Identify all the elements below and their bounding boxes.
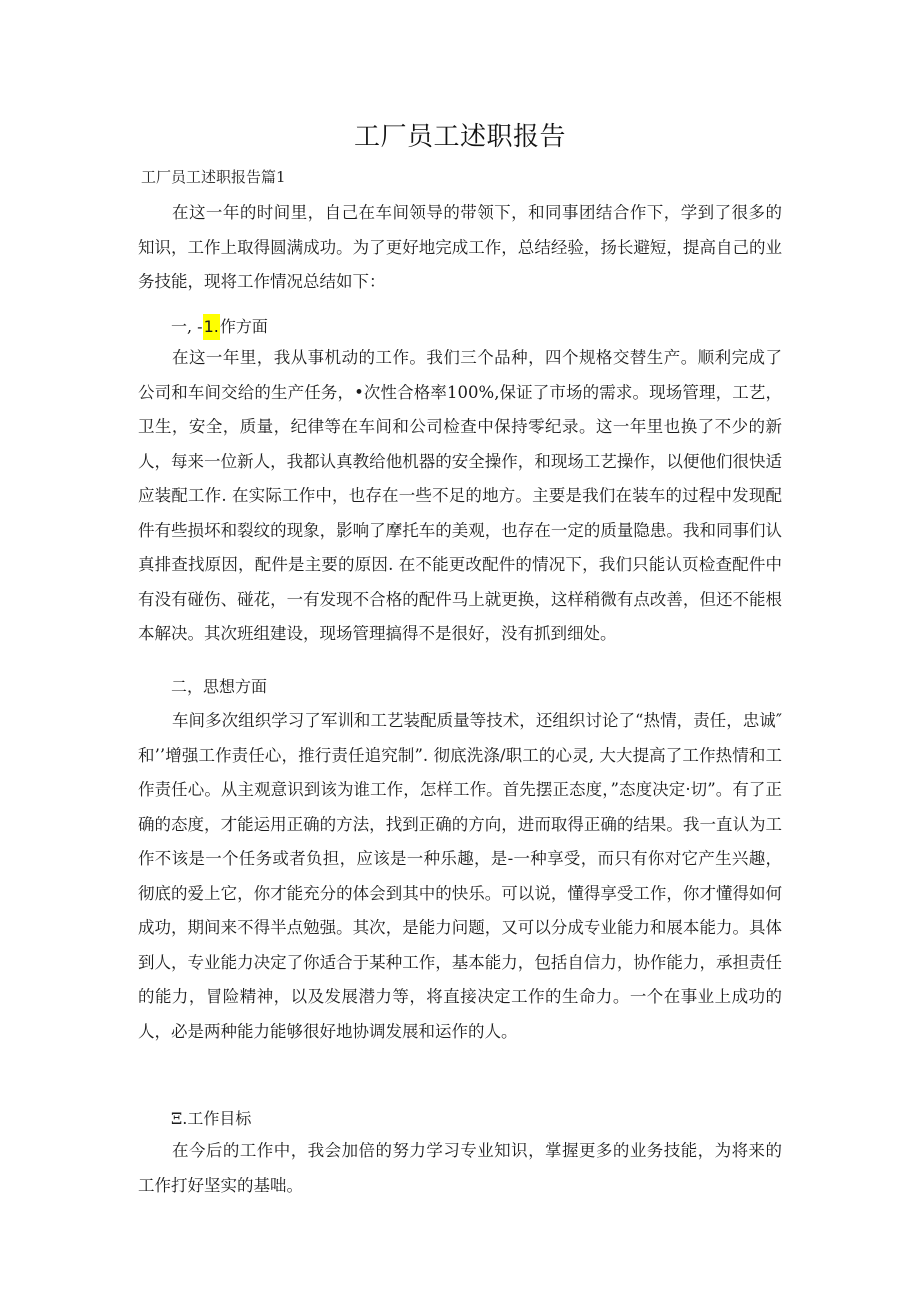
- thought-paragraph: 车间多次组织学习了军训和工艺装配质量等技术，还组织讨论了“热情，责任，忠诚″和’’增强工作责任心，推行责任追究制”. 彻底洗涤/职工的心灵, 大大提高了工作热情和工作责任心。从主观意识到该为谁工作，怎样工作。首先摆正态度，”态度决定·切”。有了正确的态度，才能运用正确的方法，找到正确的方向，进而取得正确的结果。我一直认为工作不该是一个任务或者负担，应该是一种乐趣，是-一种享受，而只有你对它产生兴趣，彻底的爱上它，你才能充分的体会到其中的快乐。可以说，懂得享受工作，你才懂得如何成功，期间来不得半点勉强。其次，是能力问题，又可以分成专业能力和展本能力。具体到人，专业能力决定了你适合于某种工作，基本能力，包括自信力，协作能力，承担责任的能力，冒险精神，以及发展潜力等，将直接决定工作的生命力。一个在事业上成功的人，必是两种能力能够很好地协调发展和运作的人。: [138, 711, 782, 1041]
- section-heading-work: [171, 314, 268, 340]
- goals-paragraph: 在今后的工作中，我会加倍的努力学习专业知识，掌握更多的业务技能，为将来的工作打好坚实的基咄。: [138, 1141, 782, 1195]
- intro-paragraph: 在这一年的时间里，自己在车间领导的带领下，和同事团结合作下，学到了很多的知识，工作上取得圆满成功。为了更好地完成工作，总结经验，扬长避短，提高自己的业务技能，现将工作情况总结如下：: [138, 203, 782, 291]
- section-heading-prefix: 一, -: [171, 317, 203, 336]
- document-subtitle: 工厂员工述职报告篇1: [141, 168, 286, 186]
- work-paragraph: 在这一年里，我从事机动的工作。我们三个品种，四个规格交替生产。顺利完成了公司和车间交给的生产任务，•次性合格率100%,保证了市场的需求。现场管理，工艺，卫生，安全，质量，纪律等在车间和公司检查中保持零纪录。这一年里也换了不少的新人，每来一位新人，我都认真教给他机器的安全操作，和现场工艺操作，以便他们很快适应装配工作. 在实际工作中，也存在一些不足的地方。主要是我们在装车的过程中发现配件有些损坏和裂纹的现象，影响了摩托车的美观，也存在一定的质量隐患。我和同事们认真排查找原因，配件是主要的原因. 在不能更改配件的情况下，我们只能认页检查配件中有没有碰伤、碰花，一有发现不合格的配件马上就更换，这样稍微有点改善，但还不能根本解决。其次班组建设，现场管理搞得不是很好，没有抓到细处。: [138, 348, 782, 643]
- section-heading-goals: Ξ.工作目标: [171, 1109, 252, 1128]
- highlighted-text: 1.: [203, 314, 220, 340]
- section-heading-thought: 二，思想方面: [171, 677, 268, 696]
- document-title: 工厂员工述职报告: [353, 122, 566, 152]
- section-heading-suffix: 作方面: [219, 317, 268, 336]
